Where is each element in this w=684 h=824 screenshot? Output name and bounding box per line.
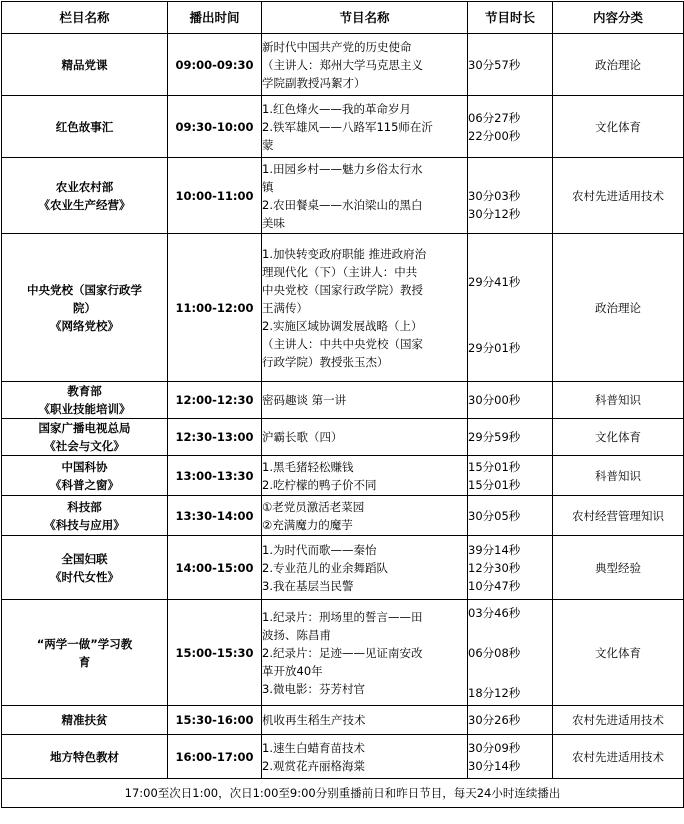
- duration-value: 10分47秒: [468, 578, 521, 593]
- program-line: 2.吃柠檬的鸭子价不同: [262, 477, 377, 492]
- header-category: 内容分类: [553, 2, 684, 34]
- program-cell: [262, 536, 468, 600]
- category-cell: 文化体育: [553, 96, 684, 158]
- category-cell: 科普知识: [553, 456, 684, 496]
- program-line: 1.速生白蜡育苗技术: [262, 740, 365, 755]
- table-row: [2, 419, 684, 456]
- air-time-cell: 16:00-17:00: [168, 735, 262, 779]
- channel-cell: [2, 735, 168, 779]
- duration-value: 12分30秒: [468, 560, 521, 575]
- channel-name: 教育部: [67, 384, 102, 398]
- air-time-cell: 12:00-12:30: [168, 382, 262, 419]
- table-row: [2, 600, 684, 706]
- channel-name: 精准扶贫: [61, 713, 108, 727]
- header-program: 节目名称: [262, 2, 468, 34]
- channel-name: 《时代女性》: [50, 569, 119, 584]
- duration-value: 06分08秒: [468, 645, 521, 660]
- program-line: 镇: [262, 179, 274, 194]
- program-line: 行政学院）教授张玉杰）: [262, 354, 389, 369]
- duration-cell: [468, 96, 553, 158]
- program-line: 机收再生稻生产技术: [262, 713, 366, 727]
- duration-value: 03分46秒: [468, 605, 521, 620]
- duration-value: 29分59秒: [468, 430, 521, 444]
- program-line: 1.黑毛猪轻松赚钱: [262, 459, 354, 474]
- program-line: 1.田园乡村——魅力乡俗太行水: [262, 161, 423, 176]
- channel-name: 红色故事汇: [55, 119, 114, 134]
- program-line: 蒙: [262, 137, 274, 152]
- table-row: [2, 536, 684, 600]
- channel-name: 《科普之窗》: [50, 477, 119, 492]
- category-cell: 农村经营管理知识: [553, 496, 684, 536]
- program-line: 沪霸长歌（四）: [262, 430, 343, 444]
- table-row: [2, 735, 684, 779]
- duration-value: 30分26秒: [468, 713, 521, 727]
- program-cell: [262, 706, 468, 735]
- category-cell: 文化体育: [553, 419, 684, 456]
- channel-name: 《科技与应用》: [44, 517, 125, 532]
- air-time-cell: 09:00-09:30: [168, 34, 262, 96]
- table-row: [2, 382, 684, 419]
- air-time-cell: 15:00-15:30: [168, 600, 262, 706]
- table-row: [2, 706, 684, 735]
- channel-name: 育: [78, 654, 91, 669]
- header-channel: 栏目名称: [2, 2, 168, 34]
- table-row: [2, 158, 684, 234]
- category-cell: 文化体育: [553, 600, 684, 706]
- program-cell: [262, 735, 468, 779]
- channel-cell: [2, 706, 168, 735]
- duration-value: 18分12秒: [468, 685, 521, 700]
- duration-cell: [468, 536, 553, 600]
- duration-value: 30分09秒: [468, 740, 521, 755]
- program-line: 美味: [262, 215, 285, 230]
- duration-value: 30分00秒: [468, 393, 521, 407]
- duration-value: 22分00秒: [468, 128, 521, 143]
- program-line: 中央党校（国家行政学院）教授: [262, 282, 423, 297]
- category-cell: 农村先进适用技术: [553, 158, 684, 234]
- channel-name: 农业农村部: [55, 179, 114, 194]
- duration-value: 30分05秒: [468, 508, 521, 523]
- duration-cell: [468, 158, 553, 234]
- duration-cell: [468, 735, 553, 779]
- duration-cell: [468, 34, 553, 96]
- channel-cell: [2, 600, 168, 706]
- channel-name: 中国科协: [61, 459, 108, 474]
- schedule-body: [2, 34, 684, 779]
- category-cell: 科普知识: [553, 382, 684, 419]
- program-line: 2.农田餐桌——水泊梁山的黑白: [262, 197, 423, 212]
- channel-cell: [2, 536, 168, 600]
- channel-cell: [2, 419, 168, 456]
- air-time-cell: 12:30-13:00: [168, 419, 262, 456]
- footer-row: [2, 779, 684, 808]
- program-line: （主讲人：郑州大学马克思主义: [262, 57, 423, 72]
- duration-cell: [468, 456, 553, 496]
- category-cell: 农村先进适用技术: [553, 706, 684, 735]
- channel-name: 国家广播电视总局: [38, 421, 131, 435]
- program-line: 2.纪录片：足迹——见证南安改: [262, 645, 423, 660]
- channel-name: 科技部: [67, 499, 102, 514]
- air-time-cell: 15:30-16:00: [168, 706, 262, 735]
- duration-cell: [468, 600, 553, 706]
- program-line: 新时代中国共产党的历史使命: [262, 39, 412, 54]
- duration-value: 29分41秒: [468, 274, 521, 289]
- air-time-cell: 13:00-13:30: [168, 456, 262, 496]
- duration-value: 30分57秒: [468, 57, 521, 72]
- program-cell: [262, 382, 468, 419]
- program-line: ①老党员激活老菜园: [262, 499, 365, 514]
- program-cell: [262, 496, 468, 536]
- channel-cell: [2, 456, 168, 496]
- duration-cell: [468, 419, 553, 456]
- category-cell: 农村先进适用技术: [553, 735, 684, 779]
- channel-name: 精品党课: [61, 57, 108, 72]
- category-cell: 政治理论: [553, 234, 684, 382]
- program-line: 1.纪录片：刑场里的誓言——田: [262, 609, 423, 624]
- program-line: 3.微电影：芬芳村官: [262, 681, 365, 696]
- duration-cell: [468, 706, 553, 735]
- category-cell: 政治理论: [553, 34, 684, 96]
- header-duration: 节目时长: [468, 2, 553, 34]
- program-cell: [262, 34, 468, 96]
- program-line: 1.加快转变政府职能 推进政府治: [262, 246, 427, 261]
- duration-value: 39分14秒: [468, 542, 521, 557]
- program-line: 王满传）: [262, 300, 308, 315]
- channel-cell: [2, 34, 168, 96]
- duration-value: 06分27秒: [468, 110, 521, 125]
- table-row: [2, 234, 684, 382]
- rebroadcast-note: 17:00至次日1:00，次日1:00至9:00分别重播前日和昨日节目，每天24小时连续播出: [2, 779, 684, 808]
- channel-name: 院）: [73, 300, 96, 315]
- channel-name: 《社会与文化》: [44, 439, 125, 453]
- duration-cell: [468, 234, 553, 382]
- duration-value: 29分01秒: [468, 340, 521, 355]
- air-time-cell: 10:00-11:00: [168, 158, 262, 234]
- program-cell: [262, 158, 468, 234]
- program-cell: [262, 96, 468, 158]
- program-line: 革开放40年: [262, 663, 323, 678]
- air-time-cell: 14:00-15:00: [168, 536, 262, 600]
- air-time-cell: 13:30-14:00: [168, 496, 262, 536]
- duration-value: 15分01秒: [468, 459, 521, 474]
- channel-cell: [2, 158, 168, 234]
- channel-name: 《职业技能培训》: [38, 402, 131, 416]
- table-row: [2, 456, 684, 496]
- table-row: [2, 496, 684, 536]
- program-line: 理现代化（下）（主讲人：中共: [262, 264, 418, 279]
- channel-cell: [2, 234, 168, 382]
- duration-cell: [468, 496, 553, 536]
- program-line: 密码趣谈 第一讲: [262, 393, 347, 407]
- channel-cell: [2, 96, 168, 158]
- program-cell: [262, 456, 468, 496]
- table-row: [2, 34, 684, 96]
- program-line: 2.实施区域协调发展战略（上）: [262, 318, 423, 333]
- program-line: 2.观赏花卉丽格海棠: [262, 758, 365, 773]
- program-line: 波扬、陈昌甫: [262, 627, 331, 642]
- program-line: 2.铁军雄风——八路军115师在沂: [262, 119, 433, 134]
- header-row: [2, 2, 684, 34]
- header-time: 播出时间: [168, 2, 262, 34]
- program-line: 1.为时代而歌——秦怡: [262, 542, 377, 557]
- air-time-cell: 11:00-12:00: [168, 234, 262, 382]
- table-row: [2, 96, 684, 158]
- duration-value: 15分01秒: [468, 477, 521, 492]
- channel-name: 地方特色教材: [50, 749, 119, 764]
- air-time-cell: 09:30-10:00: [168, 96, 262, 158]
- program-cell: [262, 234, 468, 382]
- channel-name: 全国妇联: [61, 551, 108, 566]
- category-cell: 典型经验: [553, 536, 684, 600]
- duration-cell: [468, 382, 553, 419]
- channel-name: 中央党校（国家行政学: [27, 282, 142, 297]
- channel-cell: [2, 382, 168, 419]
- program-line: 2.专业范儿的业余舞蹈队: [262, 560, 388, 575]
- program-cell: [262, 419, 468, 456]
- program-line: ②充满魔力的魔芋: [262, 517, 353, 532]
- channel-name: 《农业生产经营》: [38, 197, 131, 212]
- duration-value: 30分03秒: [468, 188, 521, 203]
- program-cell: [262, 600, 468, 706]
- duration-value: 30分14秒: [468, 758, 521, 773]
- program-line: 学院副教授冯絮才）: [262, 75, 366, 90]
- program-line: 3.我在基层当民警: [262, 578, 354, 593]
- duration-value: 30分12秒: [468, 206, 521, 221]
- program-line: 1.红色烽火——我的革命岁月: [262, 101, 411, 116]
- schedule-table: [1, 1, 684, 808]
- channel-name: “两学一做”学习教: [36, 636, 133, 651]
- program-line: （主讲人：中共中央党校（国家: [262, 336, 423, 351]
- channel-name: 《网络党校》: [50, 318, 119, 333]
- channel-cell: [2, 496, 168, 536]
